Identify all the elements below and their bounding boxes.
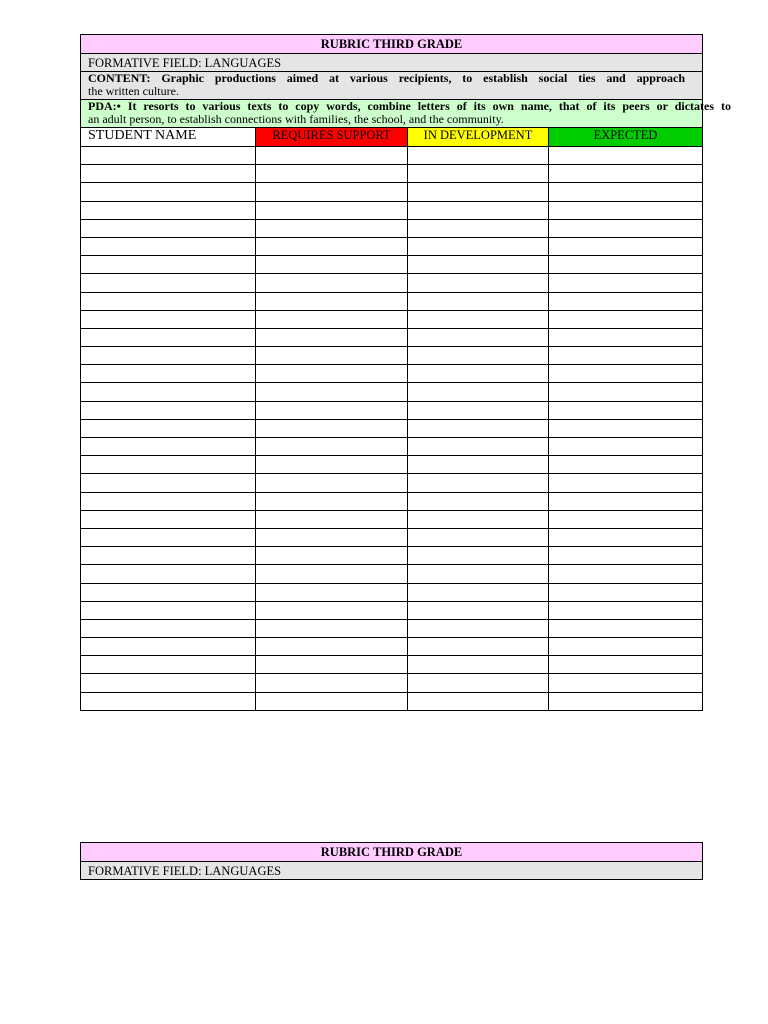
expected-cell[interactable] (549, 601, 703, 619)
title-row (81, 35, 703, 54)
pda-text-1: It resorts to various texts to copy words, combine letters of its own name, that of its peers or dictates to (127, 99, 731, 113)
requires-support-cell[interactable] (256, 528, 408, 546)
requires-support-cell[interactable] (256, 674, 408, 692)
expected-cell[interactable] (549, 347, 703, 365)
student-row (81, 310, 703, 328)
student-name-cell[interactable] (81, 601, 256, 619)
content-label: CONTENT: (88, 71, 151, 85)
student-row (81, 474, 703, 492)
second-formative-field: FORMATIVE FIELD: LANGUAGES (81, 862, 703, 880)
requires-support-cell[interactable] (256, 383, 408, 401)
in-development-cell[interactable] (408, 165, 549, 183)
in-development-cell[interactable] (408, 256, 549, 274)
header-in-development: IN DEVELOPMENT (408, 128, 549, 147)
student-row (81, 547, 703, 565)
expected-cell[interactable] (549, 474, 703, 492)
requires-support-cell[interactable] (256, 656, 408, 674)
student-name-cell[interactable] (81, 474, 256, 492)
student-row (81, 583, 703, 601)
in-development-cell[interactable] (408, 419, 549, 437)
in-development-cell[interactable] (408, 619, 549, 637)
header-expected: EXPECTED (549, 128, 703, 147)
student-name-cell[interactable] (81, 165, 256, 183)
student-row (81, 165, 703, 183)
student-name-cell[interactable] (81, 565, 256, 583)
pda-text-2: an adult person, to establish connections with families, the school, and the community. (88, 112, 504, 126)
formative-field-row (81, 54, 703, 72)
in-development-cell[interactable] (408, 492, 549, 510)
requires-support-cell[interactable] (256, 492, 408, 510)
in-development-cell[interactable] (408, 365, 549, 383)
requires-support-cell[interactable] (256, 292, 408, 310)
requires-support-cell[interactable] (256, 401, 408, 419)
student-row (81, 183, 703, 201)
expected-cell[interactable] (549, 510, 703, 528)
student-name-cell[interactable] (81, 401, 256, 419)
expected-cell[interactable] (549, 219, 703, 237)
in-development-cell[interactable] (408, 201, 549, 219)
student-name-cell[interactable] (81, 656, 256, 674)
student-name-cell[interactable] (81, 638, 256, 656)
requires-support-cell[interactable] (256, 583, 408, 601)
rubric-title: RUBRIC THIRD GRADE (81, 35, 703, 54)
formative-field: FORMATIVE FIELD: LANGUAGES (81, 54, 703, 72)
student-name-cell[interactable] (81, 365, 256, 383)
in-development-cell[interactable] (408, 510, 549, 528)
expected-cell[interactable] (549, 565, 703, 583)
student-row (81, 510, 703, 528)
content-text-1: Graphic productions aimed at various recipients, to establish social ties and approach (161, 71, 686, 85)
student-name-cell[interactable] (81, 692, 256, 710)
student-name-cell[interactable] (81, 274, 256, 292)
student-name-cell[interactable] (81, 456, 256, 474)
in-development-cell[interactable] (408, 183, 549, 201)
student-row (81, 528, 703, 546)
student-name-cell[interactable] (81, 237, 256, 255)
requires-support-cell[interactable] (256, 619, 408, 637)
student-row (81, 565, 703, 583)
in-development-cell[interactable] (408, 656, 549, 674)
in-development-cell[interactable] (408, 583, 549, 601)
student-row (81, 419, 703, 437)
second-rubric-title: RUBRIC THIRD GRADE (81, 843, 703, 862)
requires-support-cell[interactable] (256, 347, 408, 365)
in-development-cell[interactable] (408, 347, 549, 365)
content-cell (81, 72, 703, 100)
in-development-cell[interactable] (408, 147, 549, 165)
expected-cell[interactable] (549, 656, 703, 674)
in-development-cell[interactable] (408, 601, 549, 619)
in-development-cell[interactable] (408, 292, 549, 310)
in-development-cell[interactable] (408, 274, 549, 292)
expected-cell[interactable] (549, 492, 703, 510)
student-row (81, 401, 703, 419)
student-row (81, 328, 703, 346)
second-rubric-table (80, 842, 703, 880)
expected-cell[interactable] (549, 419, 703, 437)
student-name-cell[interactable] (81, 528, 256, 546)
requires-support-cell[interactable] (256, 274, 408, 292)
student-row (81, 274, 703, 292)
requires-support-cell[interactable] (256, 510, 408, 528)
student-row (81, 292, 703, 310)
expected-cell[interactable] (549, 692, 703, 710)
student-name-cell[interactable] (81, 438, 256, 456)
student-name-cell[interactable] (81, 147, 256, 165)
requires-support-cell[interactable] (256, 183, 408, 201)
expected-cell[interactable] (549, 165, 703, 183)
header-student-name: STUDENT NAME (81, 128, 256, 147)
student-name-cell[interactable] (81, 419, 256, 437)
student-row (81, 456, 703, 474)
student-row (81, 347, 703, 365)
student-name-cell[interactable] (81, 383, 256, 401)
student-row (81, 619, 703, 637)
requires-support-cell[interactable] (256, 419, 408, 437)
expected-cell[interactable] (549, 310, 703, 328)
requires-support-cell[interactable] (256, 692, 408, 710)
in-development-cell[interactable] (408, 219, 549, 237)
student-row (81, 601, 703, 619)
student-name-cell[interactable] (81, 492, 256, 510)
requires-support-cell[interactable] (256, 328, 408, 346)
in-development-cell[interactable] (408, 328, 549, 346)
second-title-row (81, 843, 703, 862)
student-row (81, 237, 703, 255)
requires-support-cell[interactable] (256, 474, 408, 492)
student-row (81, 656, 703, 674)
student-row (81, 256, 703, 274)
requires-support-cell[interactable] (256, 601, 408, 619)
requires-support-cell[interactable] (256, 456, 408, 474)
student-row (81, 147, 703, 165)
expected-cell[interactable] (549, 619, 703, 637)
expected-cell[interactable] (549, 201, 703, 219)
in-development-cell[interactable] (408, 438, 549, 456)
requires-support-cell[interactable] (256, 237, 408, 255)
expected-cell[interactable] (549, 401, 703, 419)
student-name-cell[interactable] (81, 328, 256, 346)
pda-row (81, 100, 703, 128)
student-name-cell[interactable] (81, 183, 256, 201)
pda-cell (81, 99, 731, 128)
in-development-cell[interactable] (408, 674, 549, 692)
in-development-cell[interactable] (408, 692, 549, 710)
in-development-cell[interactable] (408, 383, 549, 401)
requires-support-cell[interactable] (256, 547, 408, 565)
expected-cell[interactable] (549, 237, 703, 255)
requires-support-cell[interactable] (256, 256, 408, 274)
requires-support-cell[interactable] (256, 365, 408, 383)
student-row (81, 674, 703, 692)
student-row (81, 383, 703, 401)
requires-support-cell[interactable] (256, 201, 408, 219)
in-development-cell[interactable] (408, 456, 549, 474)
expected-cell[interactable] (549, 638, 703, 656)
student-name-cell[interactable] (81, 583, 256, 601)
in-development-cell[interactable] (408, 237, 549, 255)
student-row (81, 438, 703, 456)
student-row (81, 365, 703, 383)
in-development-cell[interactable] (408, 547, 549, 565)
student-row (81, 692, 703, 710)
expected-cell[interactable] (549, 183, 703, 201)
content-text-2: the written culture. (88, 84, 179, 98)
student-name-cell[interactable] (81, 547, 256, 565)
requires-support-cell[interactable] (256, 438, 408, 456)
student-name-cell[interactable] (81, 310, 256, 328)
expected-cell[interactable] (549, 274, 703, 292)
expected-cell[interactable] (549, 383, 703, 401)
expected-cell[interactable] (549, 328, 703, 346)
column-header-row (81, 128, 703, 147)
requires-support-cell[interactable] (256, 565, 408, 583)
expected-cell[interactable] (549, 365, 703, 383)
in-development-cell[interactable] (408, 565, 549, 583)
in-development-cell[interactable] (408, 528, 549, 546)
expected-cell[interactable] (549, 438, 703, 456)
content-row (81, 72, 703, 100)
expected-cell[interactable] (549, 583, 703, 601)
expected-cell[interactable] (549, 292, 703, 310)
requires-support-cell[interactable] (256, 310, 408, 328)
header-requires-support: REQUIRES SUPPORT (256, 128, 408, 147)
student-name-cell[interactable] (81, 256, 256, 274)
student-name-cell[interactable] (81, 619, 256, 637)
expected-cell[interactable] (549, 547, 703, 565)
student-name-cell[interactable] (81, 292, 256, 310)
student-name-cell[interactable] (81, 201, 256, 219)
in-development-cell[interactable] (408, 401, 549, 419)
requires-support-cell[interactable] (256, 638, 408, 656)
student-name-cell[interactable] (81, 219, 256, 237)
rubric-body (81, 35, 731, 711)
in-development-cell[interactable] (408, 474, 549, 492)
student-row (81, 201, 703, 219)
expected-cell[interactable] (549, 147, 703, 165)
student-row (81, 492, 703, 510)
student-row (81, 219, 703, 237)
in-development-cell[interactable] (408, 638, 549, 656)
student-name-cell[interactable] (81, 674, 256, 692)
pda-label: PDA:• (88, 99, 121, 113)
in-development-cell[interactable] (408, 310, 549, 328)
expected-cell[interactable] (549, 456, 703, 474)
requires-support-cell[interactable] (256, 219, 408, 237)
student-row (81, 638, 703, 656)
requires-support-cell[interactable] (256, 147, 408, 165)
expected-cell[interactable] (549, 674, 703, 692)
second-formative-field-row (81, 862, 703, 880)
student-name-cell[interactable] (81, 510, 256, 528)
expected-cell[interactable] (549, 256, 703, 274)
rubric-table (80, 34, 731, 711)
expected-cell[interactable] (549, 528, 703, 546)
student-name-cell[interactable] (81, 347, 256, 365)
requires-support-cell[interactable] (256, 165, 408, 183)
